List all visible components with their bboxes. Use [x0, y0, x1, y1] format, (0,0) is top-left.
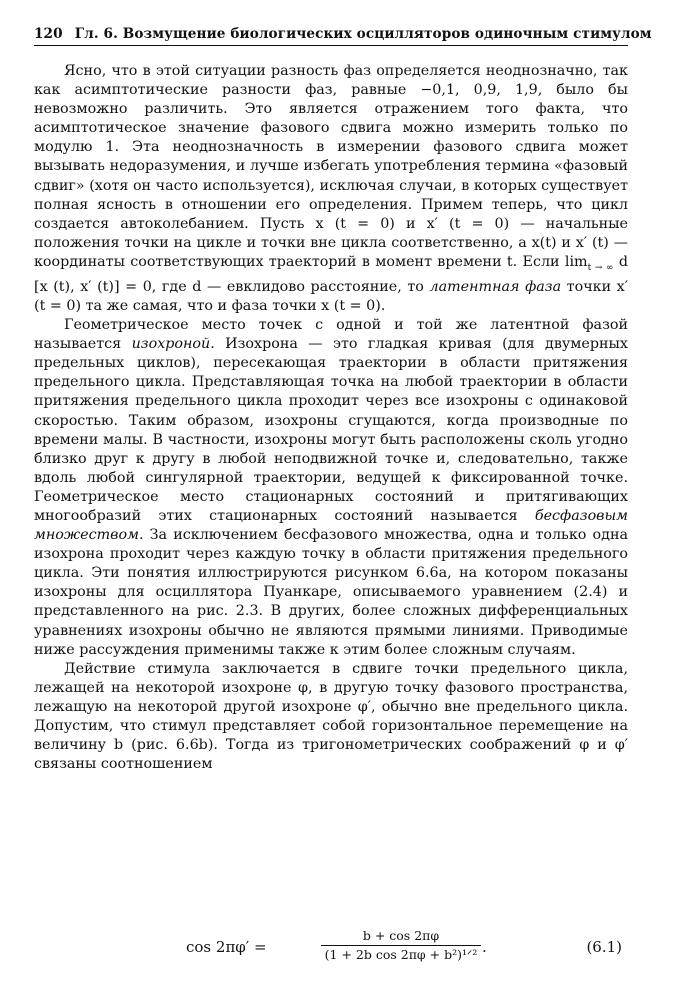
limit-subscript: t → ∞ — [587, 262, 614, 273]
equation-lhs: cos 2πφ′ = — [186, 938, 267, 956]
term-phaseless-set: бесфазовым множеством — [34, 508, 628, 544]
term-latent-phase: латентная фаза — [429, 278, 562, 295]
paragraph-1: Ясно, что в этой ситуации разность фаз определяется неоднозначно, так как асимптотические разности фаз, равные −0,1, 0,9, 1,9, было бы невозможно различить. Это является отражением того факта, что асимптотическое значение фазового сдвига можно измерить только по модулю 1. Эта неоднозначность в измерении фазового сдвига может вызывать недоразумения, и лучше избегать употребления термина «фазовый сдвиг» (хотя он часто используется), исключая случаи, в которых существует полная ясность в отношении его определения. Примем теперь, что цикл создается автоколебанием. Пусть x (t = 0) и x′ (t = 0) — начальные положения точки на цикле и точки вне цикла соответственно, а x(t) и x′ (t) — координаты соответствующих траекторий в момент времени t. Если $\lim_{t \to \infty} d$ [x (t), x′ (t)] = 0, где d — евклидово расстояние, то латентная фаза точки x′ (t = 0) та же самая, что и фаза точки x (t = 0). — [34, 63, 628, 314]
running-header — [34, 26, 652, 46]
equation-period: . — [482, 938, 487, 956]
book-page — [34, 26, 652, 774]
term-isochron: изохроной — [131, 336, 211, 353]
fraction-bar — [321, 945, 481, 946]
equation-fraction — [321, 928, 481, 963]
running-title: Гл. 6. Возмущение биологических осцилляторов одиночным стимулом — [74, 26, 652, 42]
body-text — [34, 62, 628, 774]
paragraph-2: Геометрическое место точек с одной и той же латентной фазой называется изохроной. Изохрона — это гладкая кривая (для двумерных предельных циклов), пересекающая траектории в области притяжения предельного цикла. Представляющая точка на любой траектории в области притяжения предельного цикла проходит через все изохроны с одинаковой скоростью. Таким образом, изохроны сгущаются, когда производные по времени малы. В частности, изохроны могут быть расположены сколь угодно близко друг к другу в любой неподвижной точке и, следовательно, также вдоль любой сингулярной траектории, ведущей к фиксированной точке. Геометрическое место стационарных состояний и притягивающих многообразий этих стационарных состояний называется бесфазовым множеством. За исключением бесфазового множества, одна и только одна изохрона проходит через каждую точку в области притяжения предельного цикла. Эти понятия иллюстрируются рисунком 6.6а, на котором показаны изохроны для осциллятора Пуанкаре, описываемого уравнением (2.4) и представленного на рис. 2.3. В других, более сложных дифференциальных уравнениях изохроны обычно не являются прямыми линиями. Приводимые ниже рассуждения применимы также к этим более сложным случаям. — [34, 317, 628, 658]
equation-numerator: b + cos 2πφ — [362, 928, 440, 943]
paragraph-3: Действие стимула заключается в сдвиге точки предельного цикла, лежащей на некоторой изохроне φ, в другую точку фазового пространства, лежащую на некоторой другой изохроне φ′, обычно вне предельного цикла. Допустим, что стимул представляет собой горизонтальное перемещение на величину b (рис. 6.6b). Тогда из тригонометрических соображений φ и φ′ связаны соотношением — [34, 660, 628, 773]
equation-denominator: (1 + 2b cos 2πφ + b²)¹ᐟ² — [324, 947, 478, 962]
equation-number: (6.1) — [586, 938, 622, 956]
equation-6-1 — [34, 928, 628, 974]
page-number: 120 — [34, 26, 63, 42]
